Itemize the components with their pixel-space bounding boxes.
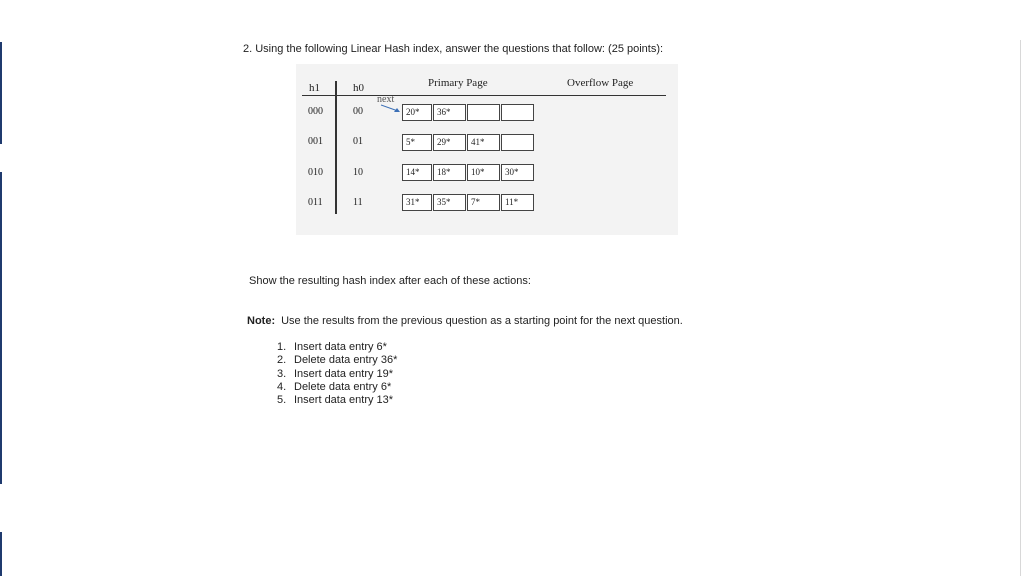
list-item-text: Delete data entry 36*	[294, 354, 398, 367]
next-pointer-label: next	[377, 94, 395, 105]
primary-bucket	[402, 164, 535, 181]
bucket-slot: 31*	[402, 194, 432, 211]
instruction-text: Show the resulting hash index after each of these actions:	[249, 275, 531, 287]
bucket-slot: 18*	[433, 164, 466, 181]
row-h0-value: 00	[353, 106, 363, 117]
list-item	[277, 368, 397, 381]
list-item-number: 2.	[277, 354, 287, 367]
bucket-slot: 29*	[433, 134, 466, 151]
question-text: 2. Using the following Linear Hash index, answer the questions that follow: (25 points):	[243, 43, 664, 55]
bucket-slot: 14*	[402, 164, 432, 181]
header-h0: h0	[353, 82, 364, 94]
header-primary-page: Primary Page	[428, 77, 488, 89]
bucket-slot: 7*	[467, 194, 500, 211]
header-divider	[302, 95, 666, 96]
primary-bucket	[402, 104, 535, 121]
header-h1: h1	[309, 82, 320, 94]
left-edge-bar	[0, 172, 2, 484]
bucket-slot	[467, 104, 500, 121]
primary-bucket	[402, 134, 535, 151]
row-h0-value: 11	[353, 197, 363, 208]
list-item-number: 3.	[277, 367, 287, 380]
bucket-slot: 36*	[433, 104, 466, 121]
bucket-slot: 20*	[402, 104, 432, 121]
list-item-text: Insert data entry 6*	[294, 341, 387, 353]
list-item	[277, 394, 397, 407]
note-label: Note:	[247, 315, 276, 327]
list-item-number: 4.	[277, 380, 287, 393]
bucket-slot: 35*	[433, 194, 466, 211]
row-h1-value: 000	[308, 106, 323, 117]
primary-bucket	[402, 194, 535, 211]
header-overflow-page: Overflow Page	[567, 77, 634, 89]
row-h0-value: 01	[353, 136, 363, 147]
column-divider	[335, 81, 337, 214]
row-h1-value: 010	[308, 167, 323, 178]
list-item-text: Insert data entry 19*	[294, 367, 394, 380]
action-list	[277, 341, 397, 407]
row-h0-value: 10	[353, 167, 363, 178]
list-item	[277, 341, 397, 354]
bucket-slot: 11*	[501, 194, 534, 211]
row-h1-value: 011	[308, 197, 323, 208]
bucket-slot: 41*	[467, 134, 500, 151]
note-paragraph	[247, 315, 683, 327]
bucket-slot	[501, 104, 534, 121]
note-text: Use the results from the previous question as a starting point for the next question.	[281, 315, 683, 327]
right-edge-line	[1020, 40, 1021, 576]
row-h1-value: 001	[308, 136, 323, 147]
list-item-number: 1.	[277, 341, 287, 353]
list-item-number: 5.	[277, 394, 287, 407]
list-item-text: Insert data entry 13*	[294, 394, 394, 407]
next-arrow-icon	[380, 104, 402, 114]
left-edge-bar	[0, 532, 2, 576]
list-item	[277, 381, 397, 394]
linear-hash-figure	[296, 64, 678, 235]
list-item	[277, 354, 397, 367]
bucket-slot: 30*	[501, 164, 534, 181]
bucket-slot	[501, 134, 534, 151]
bucket-slot: 10*	[467, 164, 500, 181]
left-edge-bar	[0, 42, 2, 144]
list-item-text: Delete data entry 6*	[294, 380, 392, 393]
bucket-slot: 5*	[402, 134, 432, 151]
